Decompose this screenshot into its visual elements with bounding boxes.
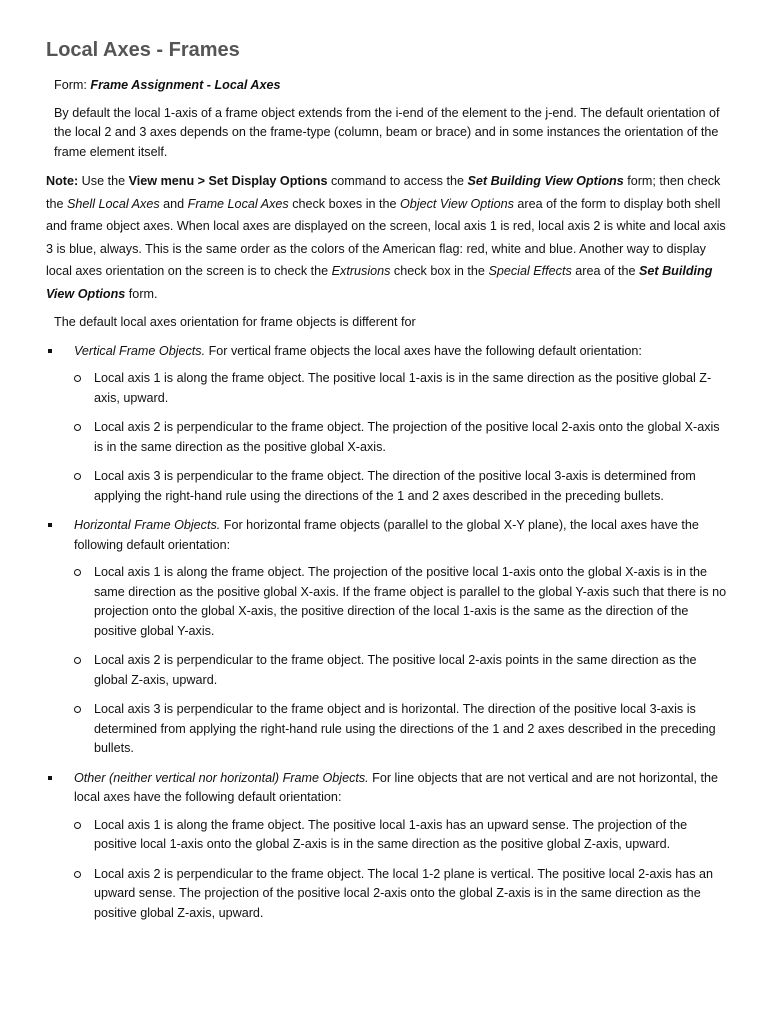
note-option: Frame Local Axes (187, 196, 289, 211)
sub-list (74, 816, 728, 924)
page-title: Local Axes - Frames (46, 39, 240, 61)
sub-list (74, 369, 728, 506)
note-text: area of the (571, 264, 639, 278)
section-heading: Other (neither vertical nor horizontal) Frame Objects. (74, 770, 369, 785)
sub-list (74, 563, 728, 759)
note-option: Shell Local Axes (67, 196, 160, 211)
list-item: Local axis 1 is along the frame object. The positive local 1-axis is in the same direction as the positive global Z-axis, upward. (74, 369, 728, 408)
note-option: Object View Options (400, 196, 514, 211)
list-item-other (46, 769, 728, 924)
note-text: and (159, 196, 188, 211)
note-menu-path: View menu > Set Display Options (128, 174, 328, 188)
list-item-vertical (46, 342, 728, 507)
note-text: check box in the (390, 264, 489, 278)
list-item: Local axis 1 is along the frame object. The projection of the positive local 1-axis onto the global X-axis is in the same direction as the positive global X-axis. If the frame object is parallel to the global Y-axis such that there is no projection onto the global X-axis, the positive direction of the local 1-axis is the same as the direction of the positive global Y-axis. (74, 563, 728, 641)
section-text: For vertical frame objects the local axes have the following default orientation: (205, 343, 642, 358)
note-option: Special Effects (488, 264, 572, 278)
note-option: Extrusions (331, 264, 391, 278)
note-text: form. (125, 286, 158, 301)
list-item: Local axis 2 is perpendicular to the frame object. The local 1-2 plane is vertical. The positive local 2-axis has an upward sense. The projection of the positive local 2-axis onto the global Z-axis is in the same direction as the positive global Z-axis, upward. (74, 865, 728, 924)
note-paragraph (46, 170, 728, 305)
form-line (54, 76, 728, 96)
note-form-name: Set Building View Options (46, 264, 713, 301)
list-item-horizontal (46, 516, 728, 759)
note-text: command to access the (327, 174, 468, 188)
note-text: form; then check the (46, 174, 721, 211)
intro-paragraph: By default the local 1-axis of a frame object extends from the i-end of the element to the j-end. The default orientation of the local 2 and 3 axes depends on the frame-type (column, beam or brace) and in some instances the orientation of the frame element itself. (54, 105, 720, 159)
note-form-name: Set Building View Options (467, 174, 624, 188)
note-text: check boxes in the (288, 196, 401, 211)
section-heading: Vertical Frame Objects. (74, 343, 206, 358)
section-heading: Horizontal Frame Objects. (74, 518, 221, 532)
frame-type-list (46, 342, 728, 924)
note-label: Note: (46, 174, 79, 188)
list-item: Local axis 1 is along the frame object. The positive local 1-axis has an upward sense. The projection of the positive local 1-axis onto the global Z-axis is in the same direction as the positive global Z-axis, upward. (74, 816, 728, 855)
note-text: Use the (78, 174, 129, 188)
lead-paragraph: The default local axes orientation for frame objects is different for (54, 315, 416, 329)
section-text: For horizontal frame objects (parallel to the global X-Y plane), the local axes have the following default orientation: (74, 518, 699, 552)
list-item: Local axis 2 is perpendicular to the frame object. The projection of the positive local 2-axis onto the global X-axis is in the same direction as the positive global X-axis. (74, 418, 728, 457)
list-item: Local axis 3 is perpendicular to the frame object and is horizontal. The direction of the positive local 3-axis is determined from applying the right-hand rule using the directions of the 1 and 2 axes described in the preceding bullets. (74, 700, 728, 759)
form-name: Frame Assignment - Local Axes (90, 78, 281, 92)
list-item: Local axis 3 is perpendicular to the frame object. The direction of the positive local 3-axis is determined from applying the right-hand rule using the directions of the 1 and 2 axes described in the preceding bullets. (74, 467, 728, 506)
list-item: Local axis 2 is perpendicular to the frame object. The positive local 2-axis points in the same direction as the global Z-axis, upward. (74, 651, 728, 690)
note-text: area of the form to display both shell and frame object axes. When local axes are displayed on the screen, local axis 1 is red, local axis 2 is white and local axis 3 is blue, always. This is the same order as the colors of the American flag: red, white and blue. Another way to display local axes orientation on the screen is to check the (46, 196, 726, 278)
section-text: For line objects that are not vertical and are not horizontal, the local axes have the following default orientation: (74, 770, 718, 804)
form-label: Form: (54, 78, 91, 92)
